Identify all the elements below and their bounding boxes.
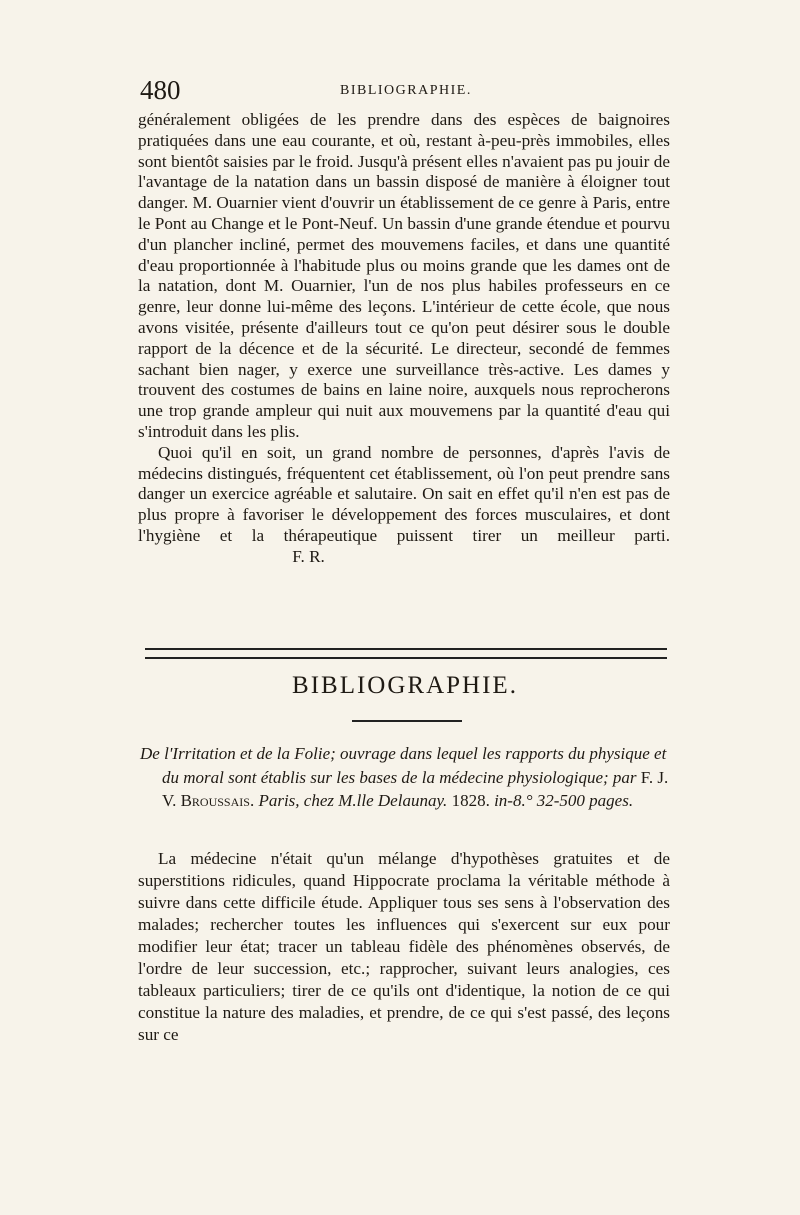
- article-paragraph-2: Quoi qu'il en soit, un grand nombre de personnes, d'après l'avis de médecins distingués, fréquentent cet établissement, où l'on peut prendre sans danger un exercice agréable et salutaire. On sait en effet qu'il n'en est pas de plus propre à favoriser le développement des forces musculaires, et dont l'hygiène et la thérapeutique puissent tirer un meilleur parti.: [138, 442, 670, 545]
- review-paragraph-1: La médecine n'était qu'un mélange d'hypothèses gratuites et de superstitions ridicules, quand Hippocrate proclama la véritable méthode à suivre dans cette difficile étude. Appliquer tous ses sens à l'observation des malades; rechercher toutes les influences qui s'exercent sur eux pour modifier leur état; tracer un tableau fidèle des phénomènes observés, de l'ordre de leur succession, etc.; rapprocher, suivant leurs analogies, ces tableaux particuliers; tirer de ce qu'ils ont d'identique, la notion de ce qui constitue la nature des maladies, et prendre, de ce qui s'est passé, des leçons sur ce: [138, 849, 670, 1044]
- review-text: [138, 848, 670, 1046]
- section-title: BIBLIOGRAPHIE.: [292, 672, 518, 699]
- citation-year: 1828.: [451, 791, 490, 810]
- page-number: 480: [140, 75, 181, 105]
- citation-entry: [140, 742, 670, 813]
- citation-format: in-8.° 32-500 pages.: [494, 791, 634, 810]
- author-signature: F. R.: [292, 546, 325, 566]
- article-paragraph-2-wrap: [138, 443, 670, 568]
- citation-publisher: Paris, chez M.lle Delaunay.: [258, 791, 448, 810]
- running-head: BIBLIOGRAPHIE.: [340, 83, 472, 98]
- article-paragraph-1: généralement obligées de les prendre dans des espèces de baignoires pratiquées dans une eau courante, et où, restant à-peu-près immobiles, elles sont bientôt saisies par le froid. Jusqu'à présent elles n'avaient pas pu jouir de l'avantage de la natation dans un bassin disposé de manière à éloigner tout danger. M. Ouarnier vient d'ouvrir un établissement de ce genre à Paris, entre le Pont au Change et le Pont-Neuf. Un bassin d'une grande étendue et pourvu d'un plancher incliné, permet des mouvemens faciles, et dans une quantité d'eau proportionnée à l'habitude plus ou moins grande que les dames ont de la natation, dont M. Ouarnier, l'un de nos plus habiles professeurs en ce genre, leur donne lui-même des leçons. L'intérieur de cette école, que nous avons visitée, présente d'ailleurs tout ce qu'on peut désirer sous le double rapport de la décence et de la sécurité. Le directeur, secondé de femmes sachant bien nager, y exerce une surveillance très-active. Les dames y trouvent des costumes de bains en laine noire, auxquels nous reprocherons une trop grande ampleur qui nuit aux mouvemens par la quantité d'eau qui s'introduit dans les plis.: [138, 110, 670, 441]
- title-underline: [352, 720, 462, 722]
- continued-article: [138, 110, 670, 568]
- section-divider: [145, 648, 667, 659]
- citation-author: F. J. V. Broussais.: [162, 767, 669, 810]
- citation-work-title: De l'Irritation et de la Folie; ouvrage dans lequel les rapports du physique et du moral sont établis sur les bases de la médecine physiologique; par: [140, 744, 667, 787]
- book-citation: [140, 742, 670, 813]
- page-header: [140, 75, 670, 111]
